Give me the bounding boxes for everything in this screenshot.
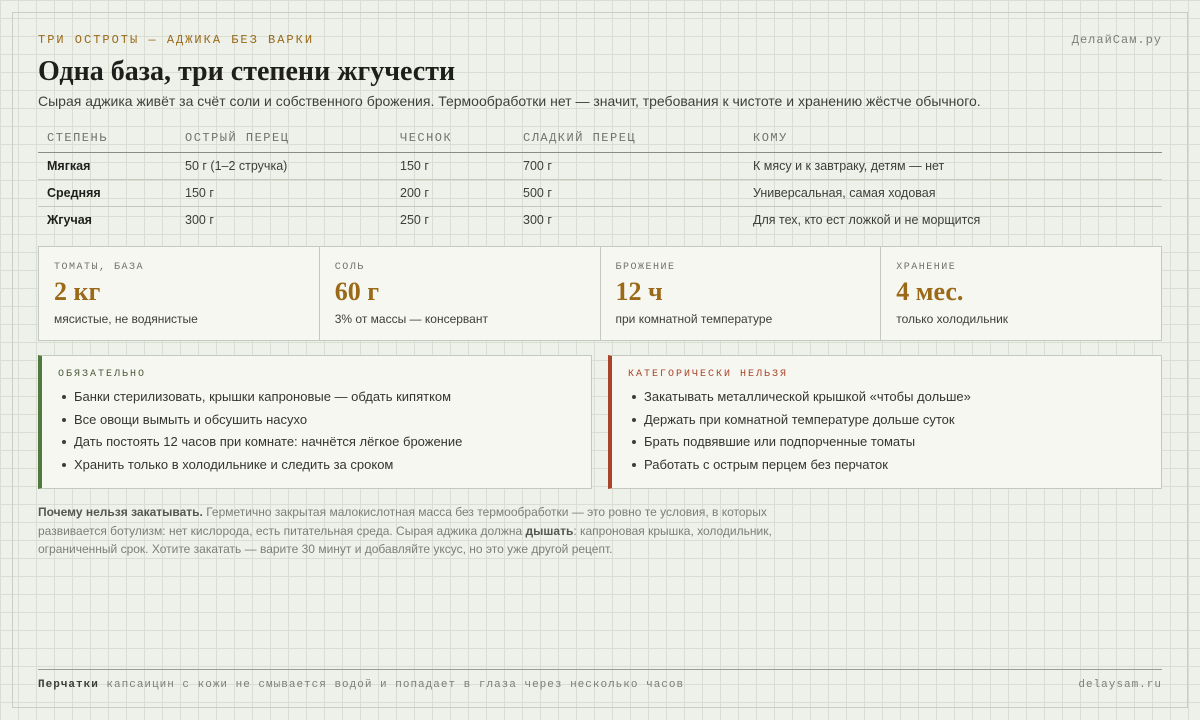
never-do-title: КАТЕГОРИЧЕСКИ НЕЛЬЗЯ bbox=[628, 369, 789, 380]
stat-value: 12 ч bbox=[615, 277, 663, 306]
table-cell: 250 г bbox=[400, 212, 429, 227]
table-cell: К мясу и к завтраку, детям — нет bbox=[744, 152, 1162, 179]
stat-salt bbox=[319, 247, 600, 340]
header-kicker: ТРИ ОСТРОТЫ — АДЖИКА БЕЗ ВАРКИ bbox=[38, 33, 315, 47]
page-subtitle: Сырая аджика живёт за счёт соли и собственного брожения. Термообработки нет — значит, требования к чистоте и хранению жёстче обычного. bbox=[38, 93, 981, 109]
stat-fermentation bbox=[600, 247, 881, 340]
stat-tomatoes bbox=[39, 247, 319, 340]
table-cell: Средняя bbox=[38, 179, 176, 206]
must-do-title: ОБЯЗАТЕЛЬНО bbox=[58, 369, 147, 380]
table-cell: 300 г bbox=[523, 212, 552, 227]
stat-label: СОЛЬ bbox=[334, 262, 365, 273]
list-item: Все овощи вымыть и обсушить насухо bbox=[58, 412, 591, 435]
table-cell: 150 г bbox=[176, 179, 391, 206]
table-cell: Универсальная, самая ходовая bbox=[744, 179, 1162, 206]
page-title: Одна база, три степени жгучести bbox=[38, 56, 456, 87]
stat-label: БРОЖЕНИЕ bbox=[615, 262, 676, 273]
table-cell: 500 г bbox=[514, 179, 744, 206]
never-do-list bbox=[628, 389, 1161, 479]
table-row bbox=[38, 152, 1162, 179]
heat-levels-table bbox=[38, 124, 1162, 233]
botulism-note bbox=[38, 503, 828, 559]
table-cell: 150 г bbox=[391, 152, 514, 179]
table-row bbox=[38, 179, 1162, 206]
key-stats-panel bbox=[38, 246, 1162, 341]
stat-label: ТОМАТЫ, БАЗА bbox=[54, 262, 145, 273]
stat-storage bbox=[880, 247, 1161, 340]
stat-note: 3% от массы — консервант bbox=[334, 312, 488, 326]
list-item: Брать подвявшие или подпорченные томаты bbox=[628, 434, 1161, 457]
table-cell: Для тех, кто ест ложкой и не морщится bbox=[753, 212, 981, 227]
footer-tip-text: капсаицин с кожи не смывается водой и попадает в глаза через несколько часов bbox=[98, 679, 685, 691]
footer-domain[interactable]: delaysam.ru bbox=[1078, 679, 1162, 691]
site-brand[interactable]: ДелайСам.ру bbox=[1071, 33, 1162, 47]
table-cell: 200 г bbox=[391, 179, 514, 206]
stat-value: 60 г bbox=[334, 277, 380, 306]
table-cell: 300 г bbox=[185, 212, 214, 227]
table-cell: Мягкая bbox=[38, 152, 176, 179]
page bbox=[38, 0, 1162, 720]
column-header-garlic: ЧЕСНОК bbox=[391, 124, 514, 152]
column-header-sweet-pepper: СЛАДКИЙ ПЕРЕЦ bbox=[514, 124, 744, 152]
list-item: Работать с острым перцем без перчаток bbox=[628, 457, 1161, 480]
footer bbox=[38, 669, 1162, 691]
list-item: Закатывать металлической крышкой «чтобы дольше» bbox=[628, 389, 1161, 412]
column-header-hot-pepper: ОСТРЫЙ ПЕРЕЦ bbox=[176, 124, 391, 152]
footer-tip-lead: Перчатки bbox=[38, 679, 99, 691]
stat-label: ХРАНЕНИЕ bbox=[896, 262, 957, 273]
column-header-for-whom: КОМУ bbox=[744, 124, 1162, 152]
column-header-level: СТЕПЕНЬ bbox=[38, 124, 176, 152]
stat-note: мясистые, не водянистые bbox=[54, 312, 198, 326]
stat-value: 4 мес. bbox=[896, 277, 964, 306]
note-text: Герметично закрытая малокислотная масса без термообработки — это ровно те условия, в которых развивается ботулизм: нет кислорода, есть питательная среда. Сырая аджика должна bbox=[38, 505, 767, 538]
list-item: Держать при комнатной температуре дольше суток bbox=[628, 412, 1161, 435]
note-text-end: : капроновая крышка, холодильник, ограниченный срок. Хотите закатать — варите 30 минут и добавляйте уксус, но это уже другой рецепт. bbox=[38, 523, 772, 556]
stat-value: 2 кг bbox=[54, 277, 101, 306]
note-lead: Почему нельзя закатывать. bbox=[38, 505, 203, 519]
list-item: Банки стерилизовать, крышки капроновые — обдать кипятком bbox=[58, 389, 591, 412]
must-do-box bbox=[38, 355, 592, 489]
stat-note: при комнатной температуре bbox=[615, 312, 773, 326]
table-header-row bbox=[38, 124, 1162, 152]
stat-note: только холодильник bbox=[896, 312, 1009, 326]
list-item: Дать постоять 12 часов при комнате: начнётся лёгкое брожение bbox=[58, 434, 591, 457]
footer-tip bbox=[38, 679, 684, 691]
never-do-box bbox=[608, 355, 1162, 489]
must-do-list bbox=[58, 389, 591, 479]
table-row bbox=[38, 206, 1162, 233]
table-cell: 50 г (1–2 стручка) bbox=[176, 152, 391, 179]
list-item: Хранить только в холодильнике и следить за сроком bbox=[58, 457, 591, 480]
table-cell: Жгучая bbox=[47, 212, 92, 227]
note-emphasis: дышать bbox=[525, 523, 574, 538]
table-cell: 700 г bbox=[514, 152, 744, 179]
